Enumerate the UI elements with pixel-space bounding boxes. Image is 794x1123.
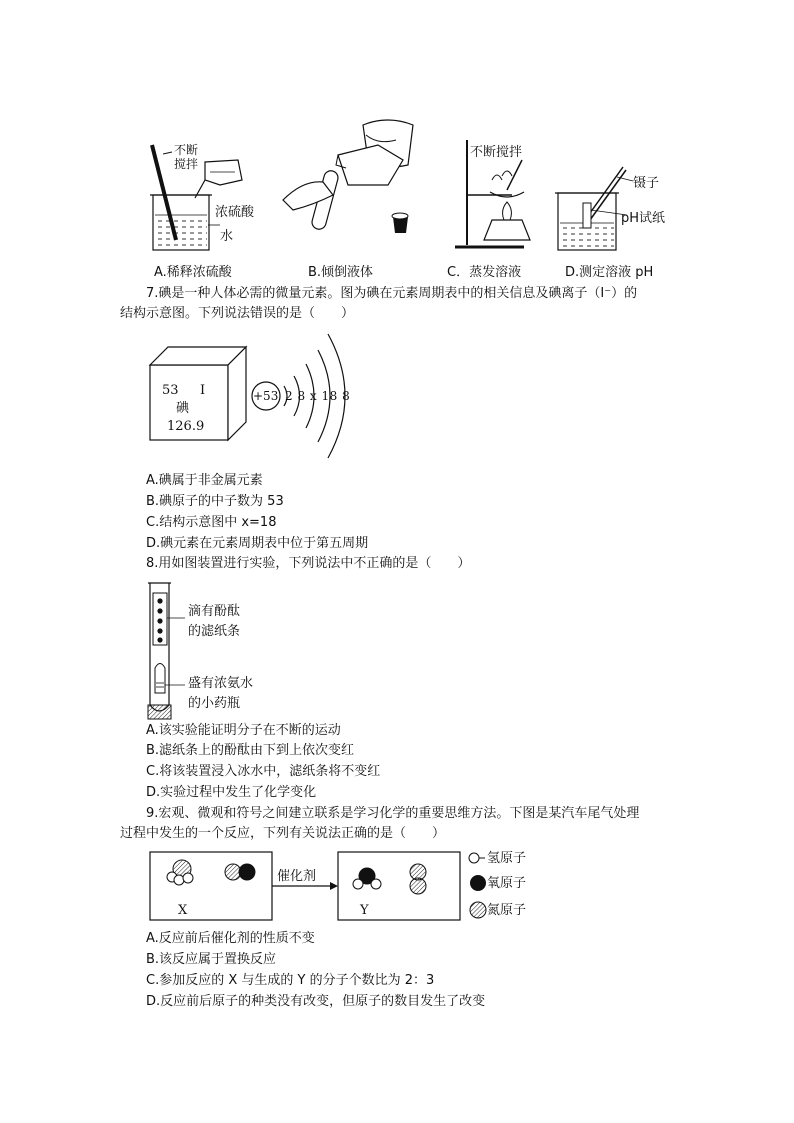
q7-option-c: C.结构示意图中 x=18 <box>146 515 277 530</box>
q7-stem-line2: 结构示意图。下列说法错误的是（ ） <box>120 306 355 321</box>
q7-option-a: A.碘属于非金属元素 <box>146 473 263 488</box>
label-stir-1: 不断 <box>174 143 199 157</box>
figure-pour-liquid <box>278 110 418 245</box>
label-phenolphthalein-strip-2: 的滤纸条 <box>188 624 241 639</box>
legend-oxygen: 氧原子 <box>487 876 527 891</box>
label-ammonia-bottle-2: 的小药瓶 <box>188 696 241 711</box>
cell-mass: 126.9 <box>167 419 205 434</box>
q8-option-b: B.滤纸条上的酚酞由下到上依次变红 <box>146 743 355 758</box>
figure-dilute-acid <box>150 140 260 255</box>
q9-stem-line2: 过程中发生的一个反应，下列有关说法正确的是（ ） <box>120 826 446 841</box>
q6-option-d: D.测定溶液 pH <box>565 265 654 280</box>
label-conc-acid: 浓硫酸 <box>215 205 255 220</box>
label-box-y: Y <box>360 903 369 918</box>
q9-option-d: D.反应前后原子的种类没有改变，但原子的数目发生了改变 <box>146 994 486 1009</box>
ion-shells: 2 8 x 18 8 <box>285 389 351 403</box>
q9-option-a: A.反应前后催化剂的性质不变 <box>146 931 315 946</box>
label-stir-2: 搅拌 <box>174 157 199 171</box>
q8-option-c: C.将该装置浸入冰水中，滤纸条将不变红 <box>146 764 381 779</box>
q6-option-a: A.稀释浓硫酸 <box>154 265 232 280</box>
q7-option-d: D.碘元素在元素周期表中位于第五周期 <box>146 536 369 551</box>
q9-stem-line1: 9.宏观、微观和符号之间建立联系是学习化学的重要思维方法。下图是某汽车尾气处理 <box>146 806 640 821</box>
label-tweezers: 镊子 <box>633 176 660 191</box>
q8-option-d: D.实验过程中发生了化学变化 <box>146 785 317 800</box>
q8-stem: 8.用如图装置进行实验，下列说法中不正确的是（ ） <box>146 556 471 571</box>
label-water: 水 <box>220 229 234 244</box>
q6-option-c: C．蒸发溶液 <box>447 265 522 280</box>
cell-symbol: I <box>200 383 206 398</box>
label-ammonia-bottle-1: 盛有浓氨水 <box>188 676 254 691</box>
q9-option-b: B.该反应属于置换反应 <box>146 952 277 967</box>
legend-hydrogen: 氢原子 <box>487 851 527 866</box>
label-stir-evap: 不断搅拌 <box>470 145 523 160</box>
q9-option-c: C.参加反应的 X 与生成的 Y 的分子个数比为 2：3 <box>146 973 435 988</box>
q6-option-b: B.倾倒液体 <box>308 265 374 280</box>
label-box-x: X <box>178 903 188 918</box>
label-ph-paper: pH试纸 <box>621 211 666 226</box>
ion-nucleus: +53 <box>253 389 279 403</box>
cell-name: 碘 <box>176 401 190 416</box>
q7-option-b: B.碘原子的中子数为 53 <box>146 494 284 509</box>
label-catalyst: 催化剂 <box>277 869 317 884</box>
q8-option-a: A.该实验能证明分子在不断的运动 <box>146 723 341 738</box>
cell-atomic-number: 53 <box>162 383 179 398</box>
q7-stem-line1: 7.碘是一种人体必需的微量元素。图为碘在元素周期表中的相关信息及碘离子（I⁻）的 <box>146 286 638 301</box>
legend-nitrogen: 氮原子 <box>487 903 527 918</box>
label-phenolphthalein-strip-1: 滴有酚酞 <box>188 604 241 619</box>
